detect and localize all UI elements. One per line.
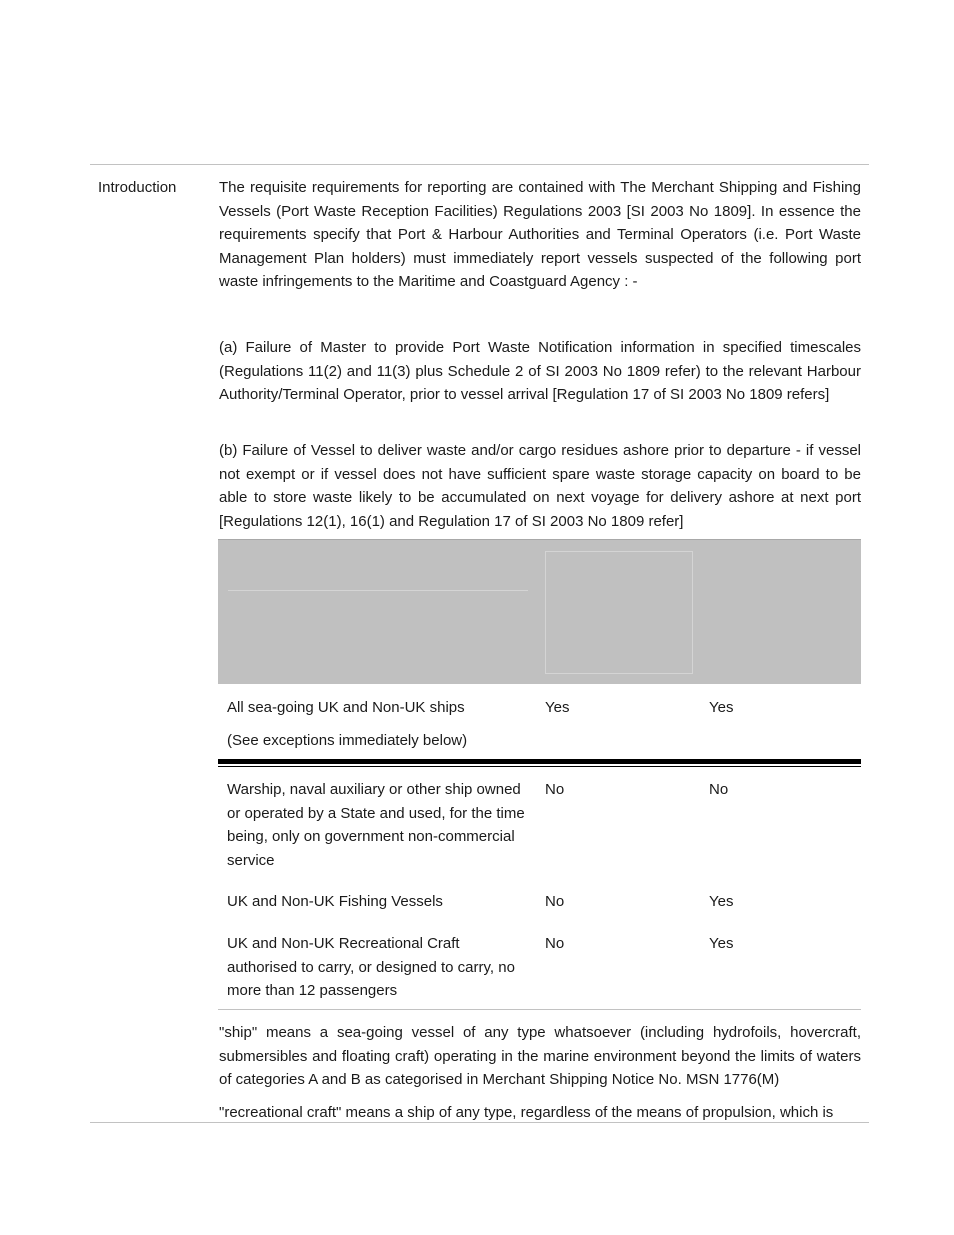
row-all-ships-col3: Yes: [709, 699, 734, 716]
row-recreational-type: UK and Non-UK Recreational Craft authorised to carry, or designed to carry, no more than 12 passengers: [227, 935, 515, 999]
header-divider: [228, 590, 528, 591]
item-b-paragraph: (b) Failure of Vessel to deliver waste and/or cargo residues ashore prior to departure - if vessel not exempt or if vessel does not have sufficient spare waste storage capacity on board to be able to store waste likely to be accumulated on next voyage for delivery ashore at next port [Regulations 12(1), 16(1) and Regulation 17 of SI 2003 No 1809 refer]: [219, 442, 861, 530]
row-recreational-col3: Yes: [709, 935, 734, 952]
row-warship-type: Warship, naval auxiliary or other ship owned or operated by a State and used, for the time being, only on government non-commercial service: [227, 781, 525, 869]
header-box: [545, 551, 693, 674]
ship-definition: "ship" means a sea-going vessel of any type whatsoever (including hydrofoils, hovercraft, submersibles and floating craft) operating in the marine environment beyond the limits of waters of categories A and B as categorised in Merchant Shipping Notice No. MSN 1776(M): [219, 1024, 861, 1088]
table-bottom-rule: [218, 1009, 861, 1010]
section-label: Introduction: [98, 179, 177, 196]
row-fishing-col3: Yes: [709, 893, 734, 910]
table-header: [218, 539, 861, 684]
vessel-table: [218, 539, 861, 1010]
row-fishing-type: UK and Non-UK Fishing Vessels: [227, 893, 443, 910]
recreational-definition: "recreational craft" means a ship of any type, regardless of the means of propulsion, which is: [219, 1104, 834, 1121]
row-all-ships-type: All sea-going UK and Non-UK ships: [227, 699, 465, 716]
intro-paragraph: The requisite requirements for reporting are contained with The Merchant Shipping and Fishing Vessels (Port Waste Reception Facilities) Regulations 2003 [SI 2003 No 1809]. In essence the requirements specify that Port & Harbour Authorities and Terminal Operators (i.e. Port Waste Management Plan holders) must immediately report vessels suspected of the following port waste infringements to the Maritime and Coastguard Agency : -: [219, 179, 861, 290]
row-warship-col3: No: [709, 781, 729, 798]
row-recreational-col2: No: [545, 935, 565, 952]
bottom-rule: [90, 1122, 869, 1123]
row-warship-col2: No: [545, 781, 565, 798]
top-rule: [90, 164, 869, 165]
table-thick-rule: [218, 759, 861, 764]
row-all-ships-col2: Yes: [545, 699, 570, 716]
item-a-paragraph: (a) Failure of Master to provide Port Waste Notification information in specified timescales (Regulations 11(2) and 11(3) plus Schedule 2 of SI 2003 No 1809 refer) to the relevant Harbour Authority/Terminal Operator, prior to vessel arrival [Regulation 17 of SI 2003 No 1809 refers]: [219, 339, 861, 403]
row-fishing-col2: No: [545, 893, 565, 910]
row-all-ships-note: (See exceptions immediately below): [227, 732, 468, 749]
table-thin-rule: [218, 766, 861, 767]
